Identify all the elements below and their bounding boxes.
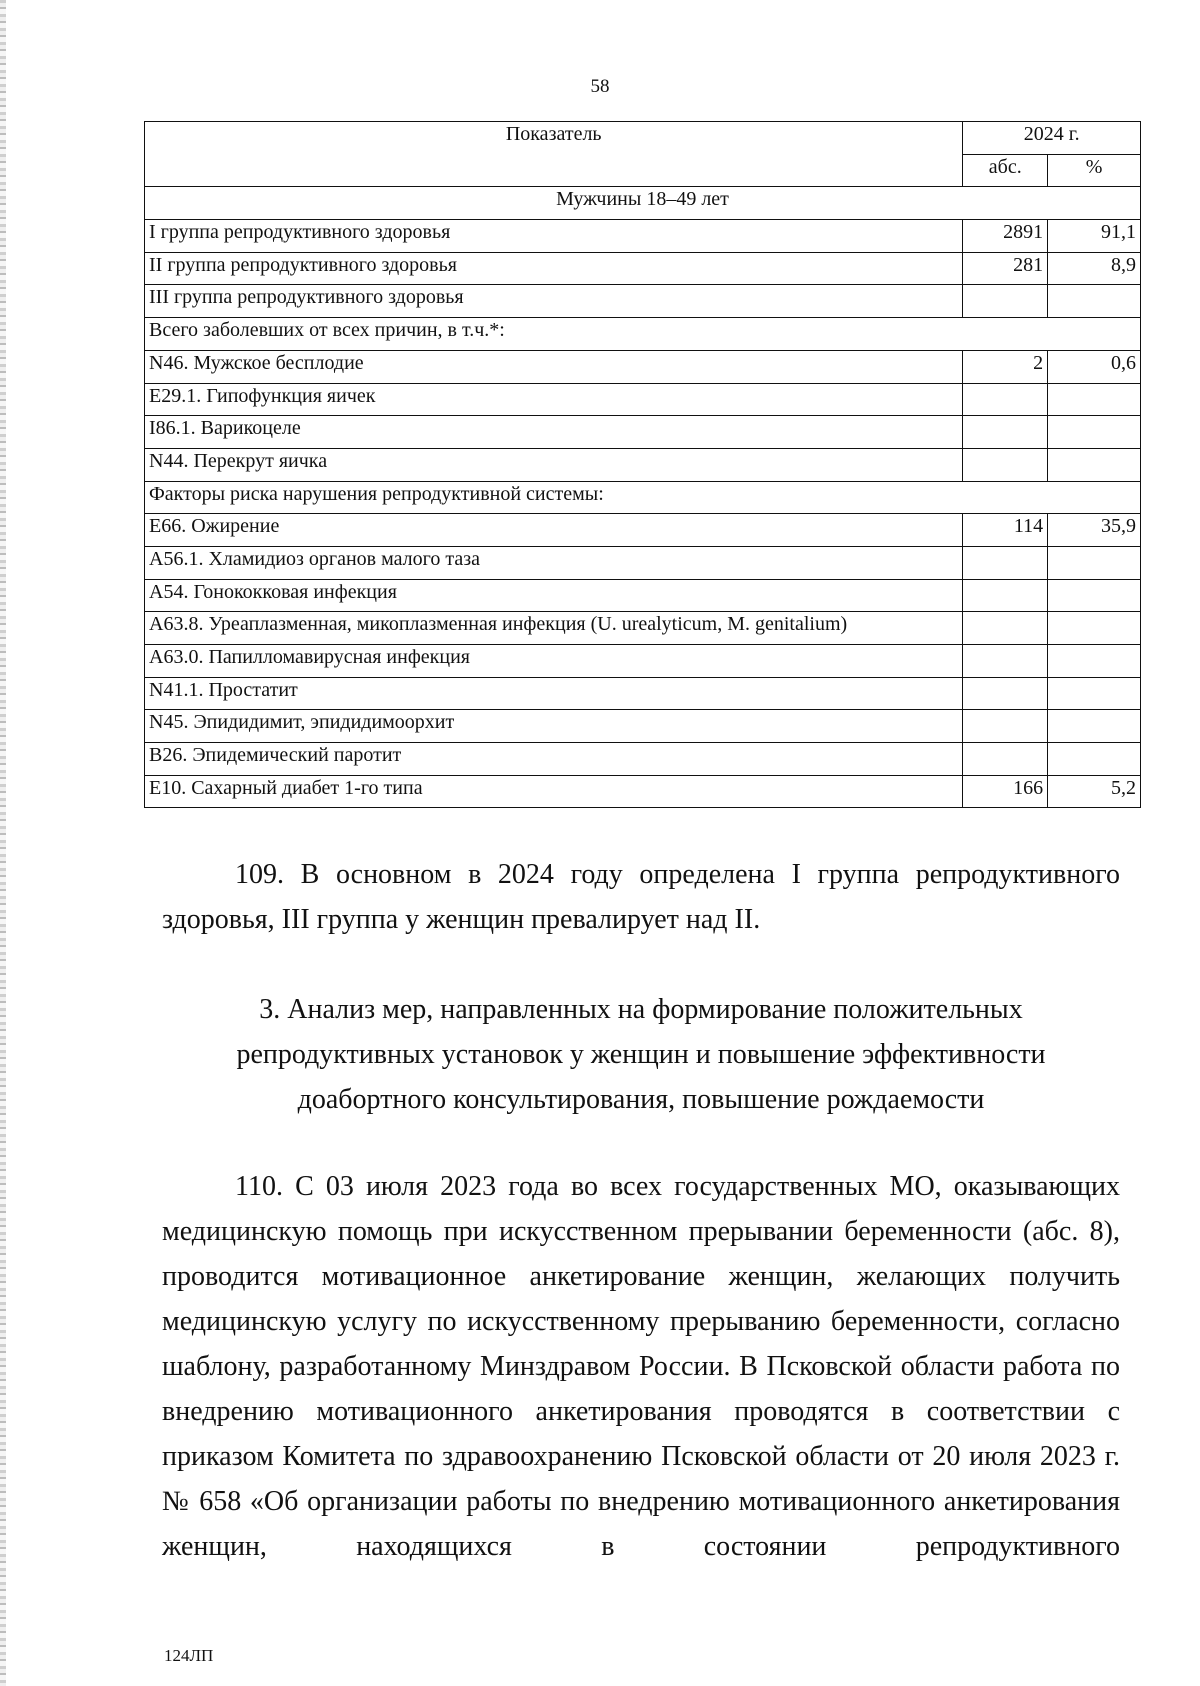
table-row	[145, 612, 1141, 645]
row-pct-value	[1048, 448, 1141, 481]
row-abs-value	[963, 743, 1048, 776]
row-label: A63.8. Уреаплазменная, микоплазменная инфекция (U. urealyticum, M. genitalium)	[145, 612, 963, 645]
row-pct-value	[1048, 546, 1141, 579]
group-label: Факторы риска нарушения репродуктивной системы:	[145, 481, 1141, 514]
row-abs-value	[963, 546, 1048, 579]
paragraph-109: 109. В основном в 2024 году определена I группа репродуктивного здоровья, III группа у женщин превалирует над II.	[162, 859, 1120, 935]
row-abs-value: 166	[963, 775, 1048, 808]
row-label: E66. Ожирение	[145, 514, 963, 547]
row-abs-value: 2891	[963, 220, 1048, 253]
section-label: Мужчины 18–49 лет	[145, 187, 1141, 220]
row-label: N41.1. Простатит	[145, 677, 963, 710]
row-pct-value	[1048, 645, 1141, 678]
table-row	[145, 383, 1141, 416]
table-header-row	[145, 122, 1141, 155]
row-abs-value	[963, 645, 1048, 678]
row-abs-value	[963, 612, 1048, 645]
row-label: N44. Перекрут яичка	[145, 448, 963, 481]
row-label: E10. Сахарный диабет 1-го типа	[145, 775, 963, 808]
table-row	[145, 448, 1141, 481]
row-pct-value	[1048, 612, 1141, 645]
row-label: B26. Эпидемический паротит	[145, 743, 963, 776]
scan-edge	[0, 0, 6, 1686]
table-row	[145, 546, 1141, 579]
header-abs: абс.	[963, 154, 1048, 187]
row-pct-value: 91,1	[1048, 220, 1141, 253]
row-pct-value: 0,6	[1048, 350, 1141, 383]
table-row	[145, 481, 1141, 514]
row-label: N46. Мужское бесплодие	[145, 350, 963, 383]
row-pct-value: 5,2	[1048, 775, 1141, 808]
table-row	[145, 416, 1141, 449]
row-label: A56.1. Хламидиоз органов малого таза	[145, 546, 963, 579]
row-abs-value	[963, 579, 1048, 612]
header-pct: %	[1048, 154, 1141, 187]
row-pct-value	[1048, 416, 1141, 449]
row-label: A63.0. Папилломавирусная инфекция	[145, 645, 963, 678]
table-row	[145, 514, 1141, 547]
group-label: Всего заболевших от всех причин, в т.ч.*:	[145, 318, 1141, 351]
document-code-footer: 124ЛП	[164, 1646, 214, 1665]
header-indicator: Показатель	[145, 122, 963, 187]
row-pct-value	[1048, 743, 1141, 776]
table-row	[145, 579, 1141, 612]
row-abs-value: 281	[963, 252, 1048, 285]
table-row	[145, 710, 1141, 743]
table-row	[145, 645, 1141, 678]
row-label: I86.1. Варикоцеле	[145, 416, 963, 449]
table-row	[145, 350, 1141, 383]
row-label: III группа репродуктивного здоровья	[145, 285, 963, 318]
table-row	[145, 318, 1141, 351]
row-pct-value	[1048, 383, 1141, 416]
table-row	[145, 743, 1141, 776]
table-body	[145, 187, 1141, 808]
row-pct-value	[1048, 285, 1141, 318]
row-abs-value: 114	[963, 514, 1048, 547]
page-number: 58	[590, 76, 610, 97]
row-label: I группа репродуктивного здоровья	[145, 220, 963, 253]
row-label: A54. Гонококковая инфекция	[145, 579, 963, 612]
row-pct-value: 35,9	[1048, 514, 1141, 547]
row-label: II группа репродуктивного здоровья	[145, 252, 963, 285]
row-label: E29.1. Гипофункция яичек	[145, 383, 963, 416]
row-abs-value	[963, 383, 1048, 416]
table-row	[145, 252, 1141, 285]
row-abs-value	[963, 677, 1048, 710]
table-row	[145, 677, 1141, 710]
table-row	[145, 187, 1141, 220]
section-heading-3: 3. Анализ мер, направленных на формирование положительных репродуктивных установок у женщин и повышение эффективности доабортного консультирования, повышение рождаемости	[236, 994, 1046, 1115]
row-pct-value	[1048, 710, 1141, 743]
paragraph-110: 110. С 03 июля 2023 года во всех государственных МО, оказывающих медицинскую помощь при искусственном прерывании беременности (абс. 8), проводится мотивационное анкетирование женщин, желающих получить медицинскую услугу по искусственному прерыванию беременности, согласно шаблону, разработанному Минздравом России. В Псковской области работа по внедрению мотивационного анкетирования проводятся в соответствии с приказом Комитета по здравоохранению Псковской области от 20 июля 2023 г. № 658 «Об организации работы по внедрению мотивационного анкетирования женщин, находящихся в состоянии репродуктивного	[162, 1171, 1120, 1562]
row-label: N45. Эпидидимит, эпидидимоорхит	[145, 710, 963, 743]
row-pct-value	[1048, 677, 1141, 710]
row-pct-value	[1048, 579, 1141, 612]
table-row	[145, 220, 1141, 253]
header-year: 2024 г.	[963, 122, 1141, 155]
row-abs-value	[963, 710, 1048, 743]
row-pct-value: 8,9	[1048, 252, 1141, 285]
table-row	[145, 285, 1141, 318]
row-abs-value: 2	[963, 350, 1048, 383]
row-abs-value	[963, 416, 1048, 449]
row-abs-value	[963, 448, 1048, 481]
table-row	[145, 775, 1141, 808]
row-abs-value	[963, 285, 1048, 318]
reproductive-health-table	[144, 121, 1141, 808]
